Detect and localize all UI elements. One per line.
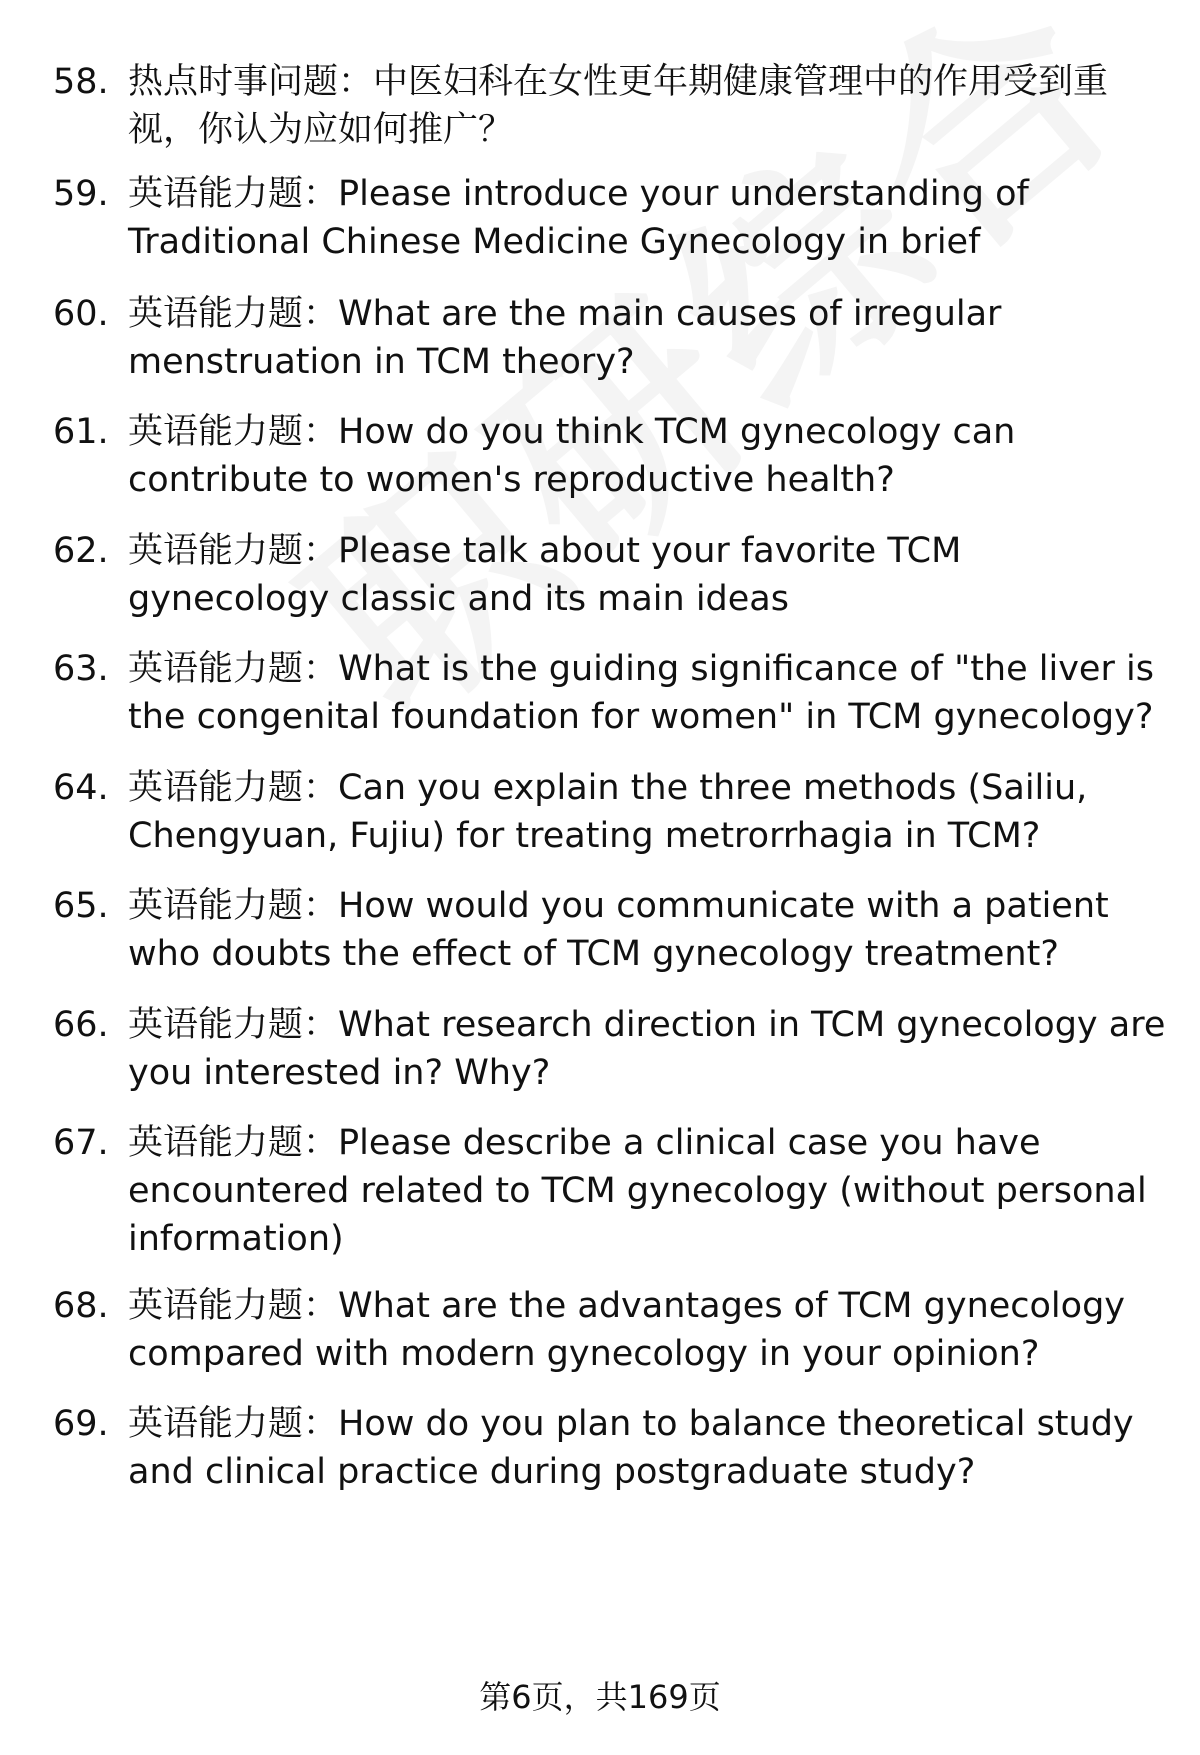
question-item	[53, 764, 1173, 860]
question-text	[128, 764, 1173, 860]
question-text	[128, 645, 1173, 741]
question-text	[128, 170, 1173, 266]
question-content: What are the advantages of TCM gynecology compared with modern gynecology in your opinion?	[128, 1286, 1126, 1374]
question-content: What research direction in TCM gynecology are you interested in? Why?	[128, 1005, 1166, 1093]
question-item	[53, 527, 1173, 623]
question-number: 63.	[53, 649, 109, 689]
question-number: 64.	[53, 768, 109, 808]
question-content: Can you explain the three methods (Sailiu, Chengyuan, Fujiu) for treating metrorrhagia in TCM?	[128, 768, 1088, 856]
question-content: What are the main causes of irregular menstruation in TCM theory?	[128, 294, 1002, 382]
question-text	[128, 1001, 1173, 1097]
question-number: 62.	[53, 531, 109, 571]
question-item	[53, 58, 1173, 154]
question-item	[53, 1119, 1173, 1263]
question-category: 英语能力题：	[128, 1404, 339, 1444]
question-category: 英语能力题：	[128, 1286, 339, 1326]
page-number: 第6页，共169页	[479, 1678, 721, 1716]
question-content: Please talk about your favorite TCM gynecology classic and its main ideas	[128, 531, 962, 619]
question-number: 58.	[53, 62, 109, 102]
question-number: 60.	[53, 294, 109, 334]
question-category: 英语能力题：	[128, 531, 339, 571]
question-content: Please introduce your understanding of Traditional Chinese Medicine Gynecology in brief	[128, 174, 1029, 262]
question-item	[53, 408, 1173, 504]
question-number: 68.	[53, 1286, 109, 1326]
question-text	[128, 408, 1173, 504]
question-text	[128, 882, 1173, 978]
question-category: 英语能力题：	[128, 649, 339, 689]
question-number: 67.	[53, 1123, 109, 1163]
question-content: How do you plan to balance theoretical study and clinical practice during postgraduate study?	[128, 1404, 1134, 1492]
question-content: 中医妇科在女性更年期健康管理中的作用受到重视，你认为应如何推广？	[128, 62, 1109, 150]
question-text	[128, 1400, 1173, 1496]
question-text	[128, 527, 1173, 623]
question-number: 66.	[53, 1005, 109, 1045]
question-item	[53, 882, 1173, 978]
question-item	[53, 645, 1173, 741]
question-number: 65.	[53, 886, 109, 926]
question-item	[53, 1001, 1173, 1097]
question-text	[128, 58, 1173, 154]
question-category: 英语能力题：	[128, 1005, 339, 1045]
question-text	[128, 1282, 1173, 1378]
question-item	[53, 290, 1173, 386]
question-content: Please describe a clinical case you have encountered related to TCM gynecology (without personal information)	[128, 1123, 1147, 1259]
question-category: 英语能力题：	[128, 886, 339, 926]
question-number: 69.	[53, 1404, 109, 1444]
question-content: What is the guiding significance of "the liver is the congenital foundation for women" in TCM gynecology?	[128, 649, 1154, 737]
question-category: 英语能力题：	[128, 768, 339, 808]
question-category: 英语能力题：	[128, 174, 339, 214]
question-content: How would you communicate with a patient who doubts the effect of TCM gynecology treatment?	[128, 886, 1109, 974]
question-content: How do you think TCM gynecology can contribute to women's reproductive health?	[128, 412, 1016, 500]
question-number: 61.	[53, 412, 109, 452]
question-item	[53, 1400, 1173, 1496]
question-item	[53, 170, 1173, 266]
question-text	[128, 1119, 1173, 1263]
question-category: 英语能力题：	[128, 1123, 339, 1163]
question-text	[128, 290, 1173, 386]
question-item	[53, 1282, 1173, 1378]
question-category: 英语能力题：	[128, 294, 339, 334]
question-category: 英语能力题：	[128, 412, 339, 452]
question-category: 热点时事问题：	[128, 62, 374, 102]
question-number: 59.	[53, 174, 109, 214]
